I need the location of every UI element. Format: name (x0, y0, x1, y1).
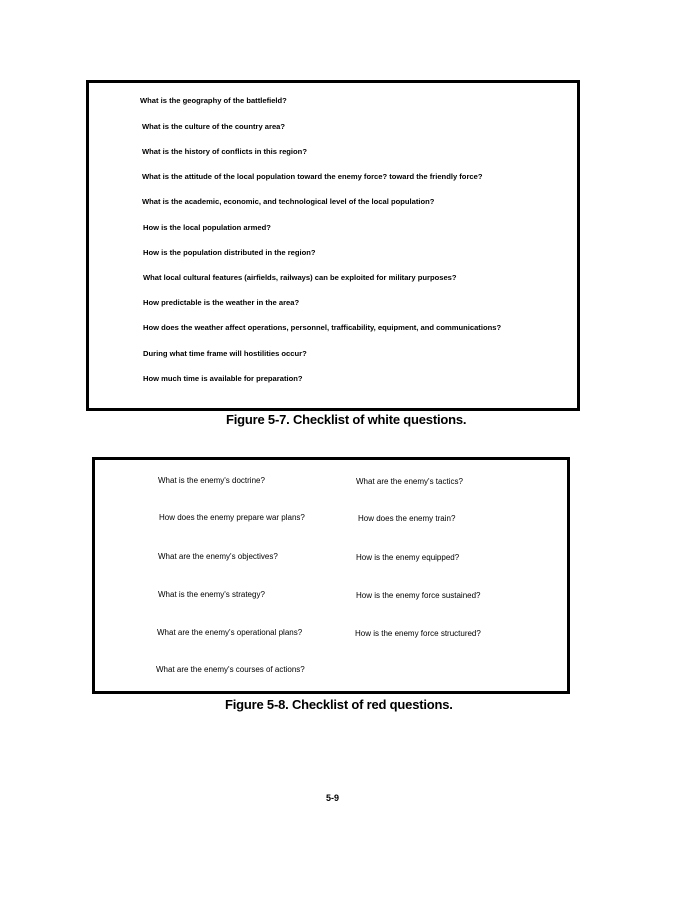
red-question-right: How does the enemy train? (358, 514, 456, 523)
red-question-right: How is the enemy force sustained? (356, 591, 481, 600)
white-question: What is the history of conflicts in this region? (142, 147, 307, 156)
white-question: How much time is available for preparation? (143, 374, 303, 383)
white-question: What is the attitude of the local population toward the enemy force? toward the friendly force? (142, 172, 483, 181)
red-question-right: How is the enemy force structured? (355, 629, 481, 638)
red-question-right: How is the enemy equipped? (356, 553, 460, 562)
page-number: 5-9 (326, 793, 340, 803)
red-question-left: What is the enemy's strategy? (158, 590, 265, 599)
red-question-right: What are the enemy's tactics? (356, 477, 463, 486)
white-question: What is the academic, economic, and technological level of the local population? (142, 197, 435, 206)
white-question: How predictable is the weather in the area? (143, 298, 300, 307)
red-question-left: What are the enemy's operational plans? (157, 628, 303, 637)
red-question-left: What are the enemy's objectives? (158, 552, 278, 561)
red-question-left: How does the enemy prepare war plans? (159, 513, 305, 522)
white-question: What local cultural features (airfields, railways) can be exploited for military purposes? (143, 273, 457, 282)
figure-caption-red: Figure 5-8. Checklist of red questions. (225, 697, 453, 712)
white-question: How is the local population armed? (143, 223, 271, 232)
white-question: How is the population distributed in the region? (143, 248, 316, 257)
red-question-left: What are the enemy's courses of actions? (156, 665, 305, 674)
white-question: During what time frame will hostilities occur? (143, 349, 307, 358)
red-question-left: What is the enemy's doctrine? (158, 476, 265, 485)
red-questions-box (92, 457, 570, 694)
white-question: What is the culture of the country area? (142, 122, 286, 131)
white-question: What is the geography of the battlefield? (140, 96, 287, 105)
figure-caption-white: Figure 5-7. Checklist of white questions. (226, 412, 467, 427)
white-question: How does the weather affect operations, personnel, trafficability, equipment, and communications? (143, 323, 502, 332)
